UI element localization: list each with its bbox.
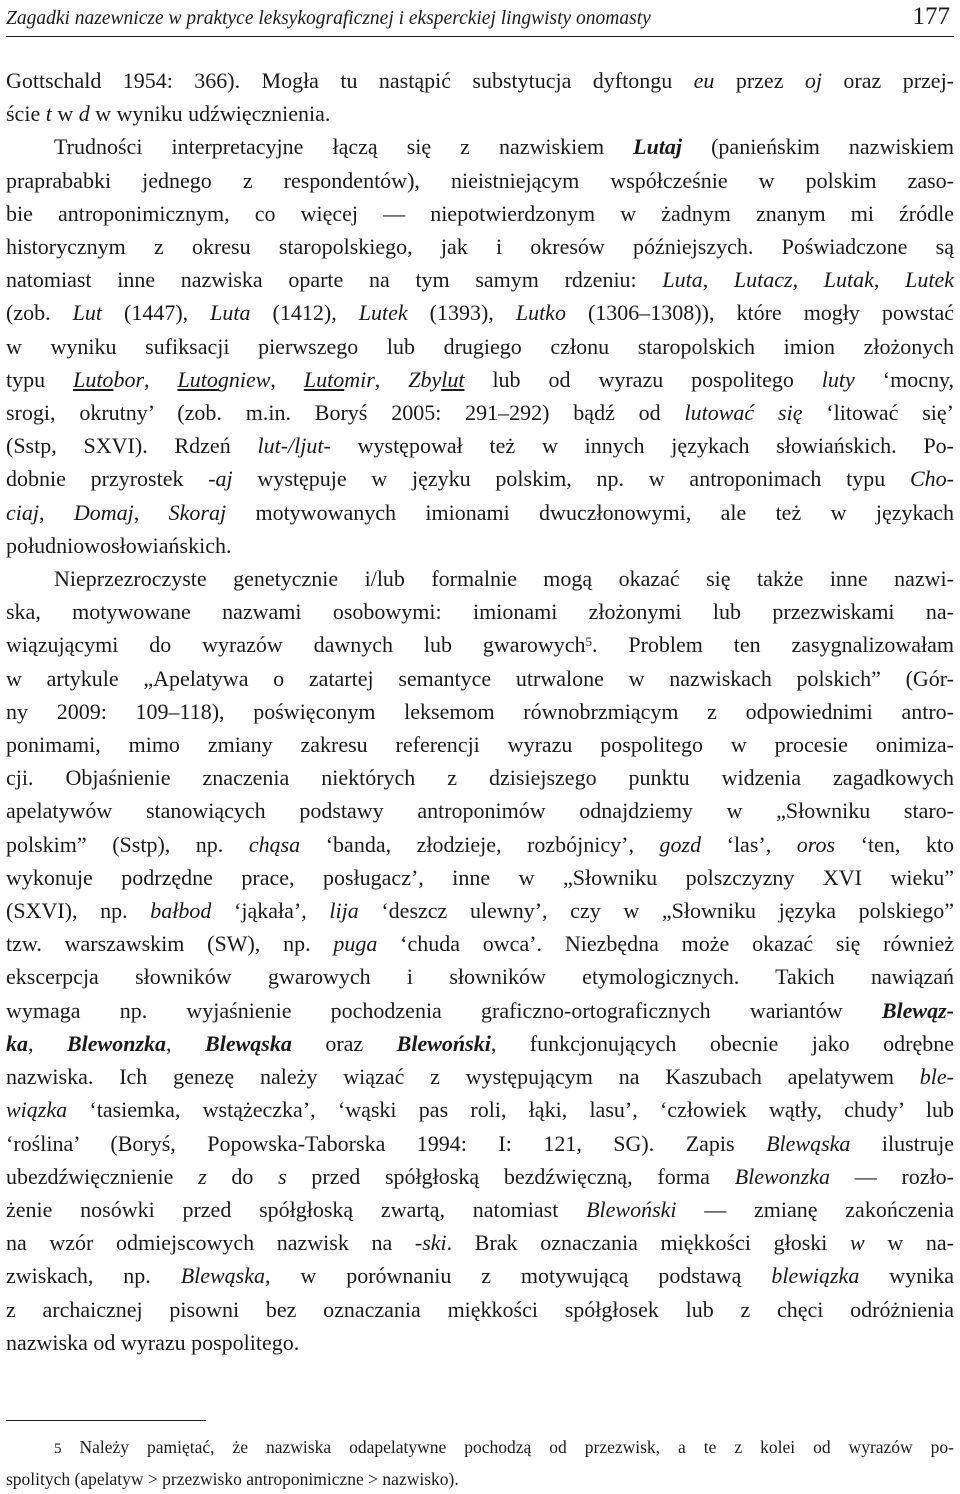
- text-line: [6, 927, 954, 960]
- text-line: [6, 496, 954, 529]
- text-run: (1306–1308)), które mogły powstać: [565, 300, 955, 326]
- text-run: ‘mocny,: [854, 366, 955, 392]
- text-line: [6, 64, 954, 97]
- text-run: ‘ten, kto: [835, 831, 954, 857]
- text-line: [6, 794, 954, 827]
- text-line: [6, 330, 954, 363]
- italic-term: eu: [693, 68, 715, 93]
- text-run: (1393),: [407, 300, 516, 326]
- text-run: ponimami, mimo zmiany zakresu referencji wyrazu pospolitego w procesie onimiza-: [6, 732, 954, 758]
- surname-emphasis: Blewąz-: [881, 997, 954, 1023]
- text-run: wynika: [859, 1263, 955, 1289]
- text-line: [6, 861, 954, 894]
- text-run: w: [51, 101, 79, 127]
- italic-term: mir: [344, 366, 375, 392]
- text-line: [6, 1093, 954, 1126]
- text-line: [6, 628, 954, 661]
- text-run: ,: [702, 267, 734, 293]
- text-run: . Problem ten zasygnalizowałam: [592, 632, 954, 658]
- text-run: południowosłowiańskich.: [6, 532, 232, 558]
- italic-term: w: [850, 1230, 865, 1256]
- text-line: [6, 462, 954, 495]
- body-text: [6, 64, 954, 1359]
- page-number: 177: [912, 3, 950, 30]
- italic-term: bor: [113, 366, 144, 392]
- running-title: Zagadki nazewnicze w praktyce leksykograficznej i eksperckiej lingwisty onomasty: [6, 8, 651, 29]
- text-line: [6, 230, 954, 263]
- text-line: [6, 894, 954, 927]
- text-run: ‘litować się’: [802, 400, 954, 426]
- text-run: ,: [28, 1030, 67, 1056]
- italic-term: oros: [796, 831, 836, 857]
- text-run: natomiast inne nazwiska oparte na tym samym rdzeniu:: [6, 267, 663, 293]
- italic-term: Luto: [303, 366, 345, 392]
- text-run: oraz przej-: [822, 68, 955, 93]
- italic-term: t: [45, 101, 52, 127]
- text-run: Trudności interpretacyjne łączą się z nazwiskiem: [54, 134, 634, 160]
- text-run: przez: [714, 68, 805, 93]
- text-run: (1412),: [250, 300, 359, 326]
- text-run: w na-: [864, 1230, 954, 1256]
- text-run: . Brak oznaczania miękkości głoski: [446, 1230, 851, 1256]
- text-line: [6, 429, 954, 462]
- text-line: [6, 1259, 954, 1292]
- text-run: na wzór odmiejscowych nazwisk na: [6, 1230, 415, 1256]
- surname-emphasis: ka: [6, 1030, 28, 1056]
- text-run: ‘deszcz ulewny’, czy w „Słowniku języka polskiego”: [358, 898, 955, 924]
- text-run: ście: [6, 101, 46, 127]
- text-line: [6, 1293, 954, 1326]
- text-line: [6, 396, 954, 429]
- text-run: polskim” (Sstp), np.: [6, 831, 249, 857]
- text-line: [6, 595, 954, 628]
- italic-term: lut-/ljut-: [257, 433, 331, 459]
- footnote-separator: [6, 1420, 206, 1421]
- footnote-reference: 5: [585, 634, 592, 650]
- italic-term: bałbod: [150, 898, 212, 924]
- text-run: wymaga np. wyjaśnienie pochodzenia graficzno-ortograficznych wariantów: [6, 997, 882, 1023]
- italic-term: Lutko: [515, 300, 566, 326]
- surname-emphasis: Blewonzka: [67, 1030, 167, 1056]
- italic-term: ble-: [919, 1064, 954, 1090]
- text-run: wykonuje podrzędne prace, posługacz’, inne w „Słowniku polszczyzny XVI wieku”: [6, 864, 954, 890]
- footnote-line: spolitych (apelatyw > przezwisko antroponimiczne > nazwisko).: [6, 1469, 459, 1489]
- text-run: ,: [166, 1030, 206, 1056]
- text-run: ,: [270, 366, 304, 392]
- italic-term: blewiązka: [771, 1263, 860, 1289]
- footnote-mark: 5: [54, 1441, 62, 1457]
- text-run: w wyniku sufiksacji pierwszego lub drugiego członu staropolskich imion złożonych: [6, 333, 954, 359]
- italic-term: d: [78, 101, 90, 127]
- italic-term: Lutek: [905, 267, 954, 293]
- text-run: (Sstp, SXVI). Rdzeń: [6, 433, 258, 459]
- italic-term: Lutak: [823, 267, 874, 293]
- text-line: [6, 960, 954, 993]
- text-run: ,: [374, 366, 409, 392]
- text-run: zwiskach, np.: [6, 1263, 181, 1289]
- text-line: [6, 296, 954, 329]
- text-run: apelatywów stanowiących podstawy antroponimów odnajdziemy w „Słowniku staro-: [6, 798, 954, 824]
- text-run: w artykule „Apelatywa o zatartej semantyce utrwalone w nazwiskach polskich” (Gór-: [6, 665, 954, 691]
- text-run: typu: [6, 366, 74, 392]
- text-run: ska, motywowane nazwami osobowymi: imionami złożonymi lub przezwiskami na-: [6, 599, 954, 625]
- text-line: [6, 1060, 954, 1093]
- surname-emphasis: Lutaj: [633, 134, 683, 160]
- text-run: ,: [39, 499, 74, 525]
- italic-term: -ski: [414, 1230, 447, 1256]
- italic-term: ciaj: [6, 499, 39, 525]
- text-run: (SXVI), np.: [6, 898, 151, 924]
- text-line: [6, 695, 954, 728]
- italic-term: Lutacz: [733, 267, 793, 293]
- text-run: oraz: [291, 1030, 397, 1056]
- text-run: praprababki jednego z respondentów), nieistniejącym współcześnie w polskim zaso-: [6, 167, 954, 193]
- text-run: do: [206, 1163, 279, 1189]
- italic-term: gozd: [659, 831, 702, 857]
- footnote-text: Należy pamiętać, że nazwiska odapelatywne pochodzą od przezwisk, a te z kolei od wyrazów po-: [61, 1437, 954, 1457]
- text-line: [6, 1326, 954, 1359]
- italic-term: Domaj: [73, 499, 134, 525]
- text-run: cji. Objaśnienie znaczenia niektórych z dzisiejszego punktu widzenia zagadkowych: [6, 765, 954, 791]
- italic-term: Blewonzka: [734, 1163, 831, 1189]
- text-line: [6, 1027, 954, 1060]
- text-line: [6, 761, 954, 794]
- text-run: — rozło-: [830, 1163, 955, 1189]
- text-line: [6, 828, 954, 861]
- text-line: [6, 130, 954, 163]
- italic-term: luty: [821, 366, 855, 392]
- text-run: lub od wyrazu pospolitego: [464, 366, 822, 392]
- text-run: nazwiska od wyrazu pospolitego.: [6, 1329, 300, 1355]
- text-line: [6, 1226, 954, 1259]
- italic-term: Blewoński: [586, 1196, 677, 1222]
- text-line: [6, 164, 954, 197]
- italic-term: Lutek: [358, 300, 408, 326]
- text-run: (panieńskim nazwiskiem: [682, 134, 954, 160]
- text-run: z archaicznej pisowni bez oznaczania miękkości spółgłosek lub z chęci odróżnienia: [6, 1296, 954, 1322]
- text-run: żenie nosówki przed spółgłoską zwartą, natomiast: [6, 1196, 587, 1222]
- text-run: , funkcjonujących obecnie jako odrębne: [490, 1030, 955, 1056]
- italic-term: Zby: [408, 366, 442, 392]
- text-run: nazwiska. Ich genezę należy wiązać z występującym na Kaszubach apelatywem: [6, 1064, 920, 1090]
- text-line: [6, 994, 954, 1027]
- italic-term: Blewąska: [766, 1130, 851, 1156]
- italic-term: Luta: [662, 267, 703, 293]
- text-run: ekscerpcja słowników gwarowych i słowników etymologicznych. Takich nawiązań: [6, 964, 954, 990]
- text-run: ,: [133, 499, 169, 525]
- italic-term: Lut: [72, 300, 102, 326]
- italic-term: s: [278, 1163, 287, 1189]
- text-run: ‘banda, złodzieje, rozbójnicy’,: [300, 831, 660, 857]
- text-run: (zob.: [6, 300, 73, 326]
- text-run: Nieprzezroczyste genetycznie i/lub formalnie mogą okazać się także inne nazwi-: [54, 566, 954, 592]
- text-run: Gottschald 1954: 366). Mogła tu nastąpić substytucja dyftongu: [6, 68, 694, 93]
- italic-term: Skoraj: [168, 499, 227, 525]
- text-line: [6, 529, 954, 562]
- text-run: ,: [792, 267, 824, 293]
- text-run: ,: [873, 267, 906, 293]
- surname-emphasis: Blewąska: [205, 1030, 292, 1056]
- italic-term: gniew: [217, 366, 271, 392]
- text-run: , w porównaniu z motywującą podstawą: [265, 1263, 772, 1289]
- italic-term: Luta: [210, 300, 251, 326]
- text-run: ilustruje: [850, 1130, 954, 1156]
- text-run: ,: [144, 366, 178, 392]
- text-line: [6, 1160, 954, 1193]
- text-line: [6, 1127, 954, 1160]
- text-line: [6, 97, 954, 130]
- text-run: występuje w języku polskim, np. w antroponimach typu: [232, 466, 910, 492]
- running-header: [6, 3, 954, 37]
- italic-term: wiązka: [6, 1097, 68, 1123]
- text-line: [6, 363, 954, 396]
- italic-term: lutować się: [684, 400, 803, 426]
- text-run: dobnie przyrostek: [6, 466, 209, 492]
- italic-term: chąsa: [248, 831, 301, 857]
- text-run: wiązującymi do wyrazów dawnych lub gwarowych: [6, 632, 586, 658]
- text-run: ny 2009: 109–118), poświęconym leksemom równobrzmiącym z odpowiednimi antro-: [6, 698, 954, 724]
- text-run: tzw. warszawskim (SW), np.: [6, 931, 334, 957]
- italic-term: Cho-: [910, 466, 954, 492]
- surname-emphasis: Blewoński: [396, 1030, 491, 1056]
- text-run: ‘roślina’ (Boryś, Popowska-Taborska 1994: I: 121, SG). Zapis: [6, 1130, 767, 1156]
- italic-term: lija: [329, 898, 359, 924]
- text-line: [6, 728, 954, 761]
- text-run: ‘tasiemka, wstążeczka’, ‘wąski pas roli, łąki, lasu’, ‘człowiek wątły, chudy’ lub: [67, 1097, 954, 1123]
- text-run: — zmianę zakończenia: [676, 1196, 954, 1222]
- italic-term: lut: [441, 366, 465, 392]
- italic-term: oj: [804, 68, 823, 93]
- text-line: [6, 662, 954, 695]
- italic-term: Luto: [73, 366, 114, 392]
- italic-term: -aj: [208, 466, 233, 492]
- text-run: bie antroponimicznym, co więcej — niepotwierdzonym w żadnym znanym mi źródle: [6, 200, 954, 226]
- text-line: [6, 263, 954, 296]
- text-run: występował też w innych językach słowiańskich. Po-: [330, 433, 955, 459]
- italic-term: Blewąska: [180, 1263, 266, 1289]
- text-run: (1447),: [101, 300, 211, 326]
- text-run: ubezdźwięcznienie: [6, 1163, 199, 1189]
- footnote-line: [6, 1432, 954, 1464]
- text-run: ‘chuda owca’. Niezbędna może okazać się również: [377, 931, 955, 957]
- text-run: motywowanych imionami dwuczłonowymi, ale też w językach: [226, 499, 955, 525]
- text-run: ‘jąkała’,: [211, 898, 330, 924]
- text-line: [6, 562, 954, 595]
- italic-term: z: [198, 1163, 207, 1189]
- italic-term: puga: [333, 931, 378, 957]
- text-run: historycznym z okresu staropolskiego, jak i okresów późniejszych. Poświadczone są: [6, 234, 954, 260]
- text-run: przed spółgłoską bezdźwięczną, forma: [286, 1163, 735, 1189]
- text-run: srogi, okrutny’ (zob. m.in. Boryś 2005: 291–292) bądź od: [6, 400, 685, 426]
- italic-term: Luto: [177, 366, 218, 392]
- text-run: w wyniku udźwięcznienia.: [89, 101, 331, 127]
- text-run: ‘las’,: [701, 831, 797, 857]
- text-line: [6, 1193, 954, 1226]
- text-line: [6, 197, 954, 230]
